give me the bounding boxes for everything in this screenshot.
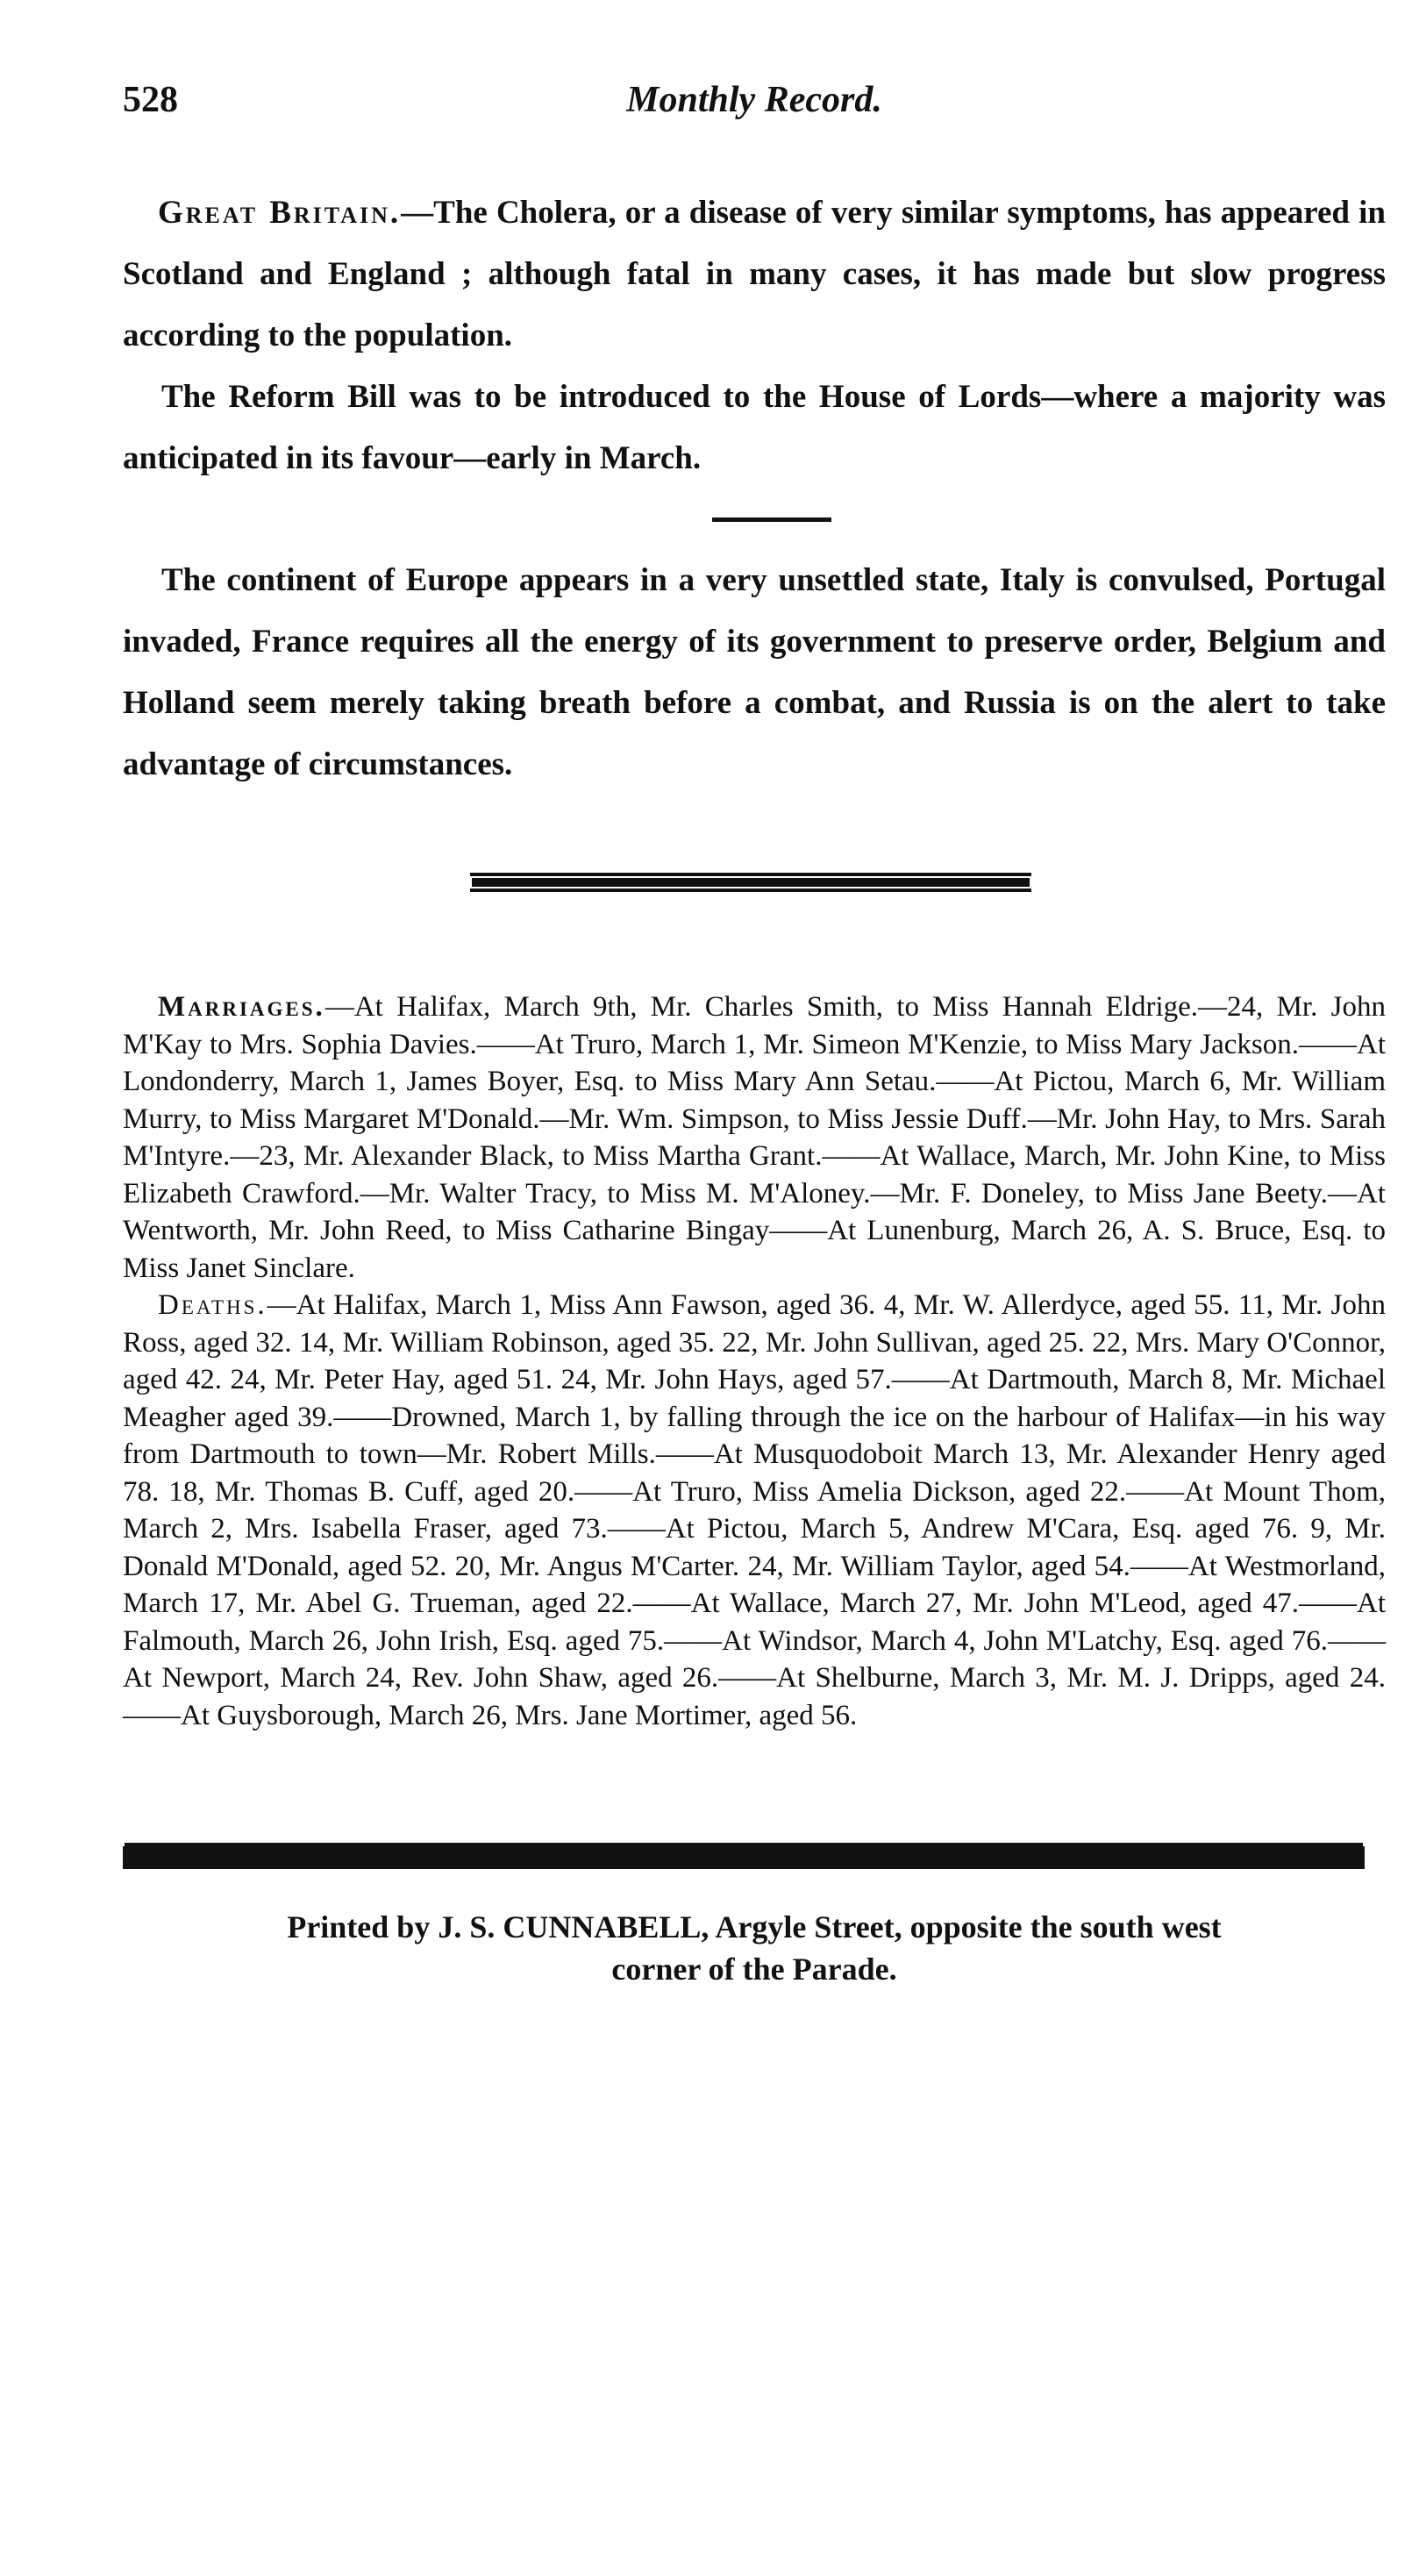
running-head	[123, 79, 1386, 140]
great-britain-heading: Great Britain.	[158, 195, 402, 231]
short-divider	[712, 517, 831, 522]
marriages-text: —At Halifax, March 9th, Mr. Charles Smith, to Miss Hannah Eldrige.—24, Mr. John M'Kay to Mrs. Sophia Davies.——At Truro, March 1, Mr. Simeon M'Kenzie, to Miss Mary Jackson.——At Londonderry, March 1, James Boyer, Esq. to Miss Mary Ann Setau.——At Pictou, March 6, Mr. William Murry, to Miss Margaret M'Donald.—Mr. Wm. Simpson, to Miss Jessie Duff.—Mr. John Hay, to Mrs. Sarah M'Intyre.—23, Mr. Alexander Black, to Miss Martha Grant.——At Wallace, March, Mr. John Kine, to Miss Elizabeth Crawford.—Mr. Walter Tracy, to Miss M. M'Aloney.—Mr. F. Doneley, to Miss Jane Beety.—At Wentworth, Mr. John Reed, to Miss Catharine Bingay——At Lunenburg, March 26, A. S. Bruce, Esq. to Miss Janet Sinclare.	[123, 991, 1386, 1284]
marriages-heading: Marriages.	[158, 991, 325, 1023]
imprint-line-1: Printed by J. S. CUNNABELL, Argyle Street, opposite the south west	[287, 1909, 1222, 1944]
footer-divider	[123, 1846, 1365, 1869]
page	[123, 79, 1386, 1990]
marriages-paragraph	[123, 988, 1386, 1287]
deaths-heading: Deaths.	[158, 1289, 267, 1321]
section-divider	[470, 873, 1031, 892]
reform-bill-paragraph: The Reform Bill was to be introduced to the House of Lords—where a majority was anticipated in its favour—early in March.	[123, 379, 1386, 476]
page-title: Monthly Record.	[626, 80, 882, 120]
page-number: 528	[123, 80, 178, 120]
deaths-text: —At Halifax, March 1, Miss Ann Fawson, aged 36. 4, Mr. W. Allerdyce, aged 55. 11, Mr. John Ross, aged 32. 14, Mr. William Robinson, aged 35. 22, Mr. John Sullivan, aged 25. 22, Mrs. Mary O'Connor, aged 42. 24, Mr. Peter Hay, aged 51. 24, Mr. John Hays, aged 57.——At Dartmouth, March 8, Mr. Michael Meagher aged 39.——Drowned, March 1, by falling through the ice on the harbour of Halifax—in his way from Dartmouth to town—Mr. Robert Mills.——At Musquodoboit March 13, Mr. Alexander Henry aged 78. 18, Mr. Thomas B. Cuff, aged 20.——At Truro, Miss Amelia Dickson, aged 22.——At Mount Thom, March 2, Mrs. Isabella Fraser, aged 73.——At Pictou, March 5, Andrew M'Cara, Esq. aged 76. 9, Mr. Donald M'Donald, aged 52. 20, Mr. Angus M'Carter. 24, Mr. William Taylor, aged 54.——At Westmorland, March 17, Mr. Abel G. Trueman, aged 22.——At Wallace, March 27, Mr. John M'Leod, aged 47.——At Falmouth, March 26, John Irish, Esq. aged 75.——At Windsor, March 4, John M'Latchy, Esq. aged 76.——At Newport, March 24, Rev. John Shaw, aged 26.——At Shelburne, March 3, Mr. M. J. Dripps, aged 24.——At Guysborough, March 26, Mrs. Jane Mortimer, aged 56.	[123, 1289, 1386, 1731]
great-britain-paragraph	[123, 182, 1386, 367]
imprint-line-2: corner of the Parade.	[611, 1952, 897, 1987]
great-britain-text: —The Cholera, or a disease of very similar symptoms, has appeared in Scotland and England ; although fatal in many cases, it has made but slow progress according to the population.	[123, 195, 1386, 353]
news-section	[123, 182, 1386, 796]
continent-paragraph: The continent of Europe appears in a very unsettled state, Italy is convulsed, Portugal invaded, France requires all the energy of its government to preserve order, Belgium and Holland seem merely taking breath before a combat, and Russia is on the alert to take advantage of circumstances.	[123, 562, 1386, 782]
deaths-paragraph	[123, 1287, 1386, 1734]
notices-section	[123, 988, 1386, 1734]
printer-imprint	[123, 1906, 1386, 1990]
